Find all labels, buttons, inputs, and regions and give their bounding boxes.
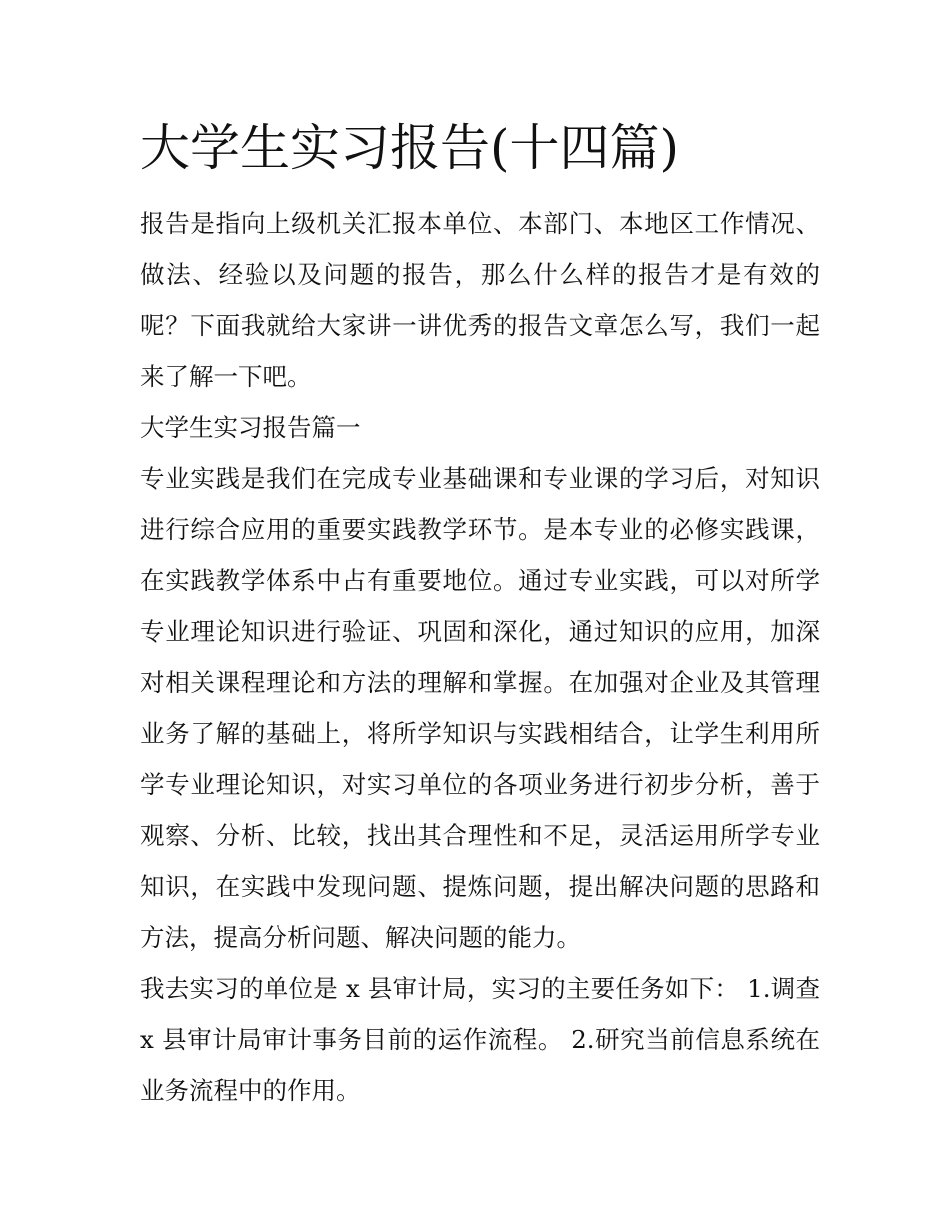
body-paragraph-2: 我去实习的单位是 x 县审计局，实习的主要任务如下： 1.调查 x 县审计局审计事务目前的运作流程。 2.研究当前信息系统在业务流程中的作用。	[140, 974, 820, 1105]
intro-paragraph: 报告是指向上级机关汇报本单位、本部门、本地区工作情况、做法、经验以及问题的报告，那么什么样的报告才是有效的呢？下面我就给大家讲一讲优秀的报告文章怎么写，我们一起来了解一下吧。	[140, 209, 820, 391]
document-page	[140, 112, 820, 1116]
document-title: 大学生实习报告(十四篇)	[140, 119, 680, 177]
body-paragraph-1: 专业实践是我们在完成专业基础课和专业课的学习后，对知识进行综合应用的重要实践教学环节。是本专业的必修实践课，在实践教学体系中占有重要地位。通过专业实践，可以对所学专业理论知识进行验证、巩固和深化，通过知识的应用，加深对相关课程理论和方法的理解和掌握。在加强对企业及其管理业务了解的基础上，将所学知识与实践相结合，让学生利用所学专业理论知识，对实习单位的各项业务进行初步分析，善于观察、分析、比较，找出其合理性和不足，灵活运用所学专业知识，在实践中发现问题、提炼问题，提出解决问题的思路和方法，提高分析问题、解决问题的能力。	[140, 464, 820, 952]
section-heading: 大学生实习报告篇一	[140, 413, 361, 442]
